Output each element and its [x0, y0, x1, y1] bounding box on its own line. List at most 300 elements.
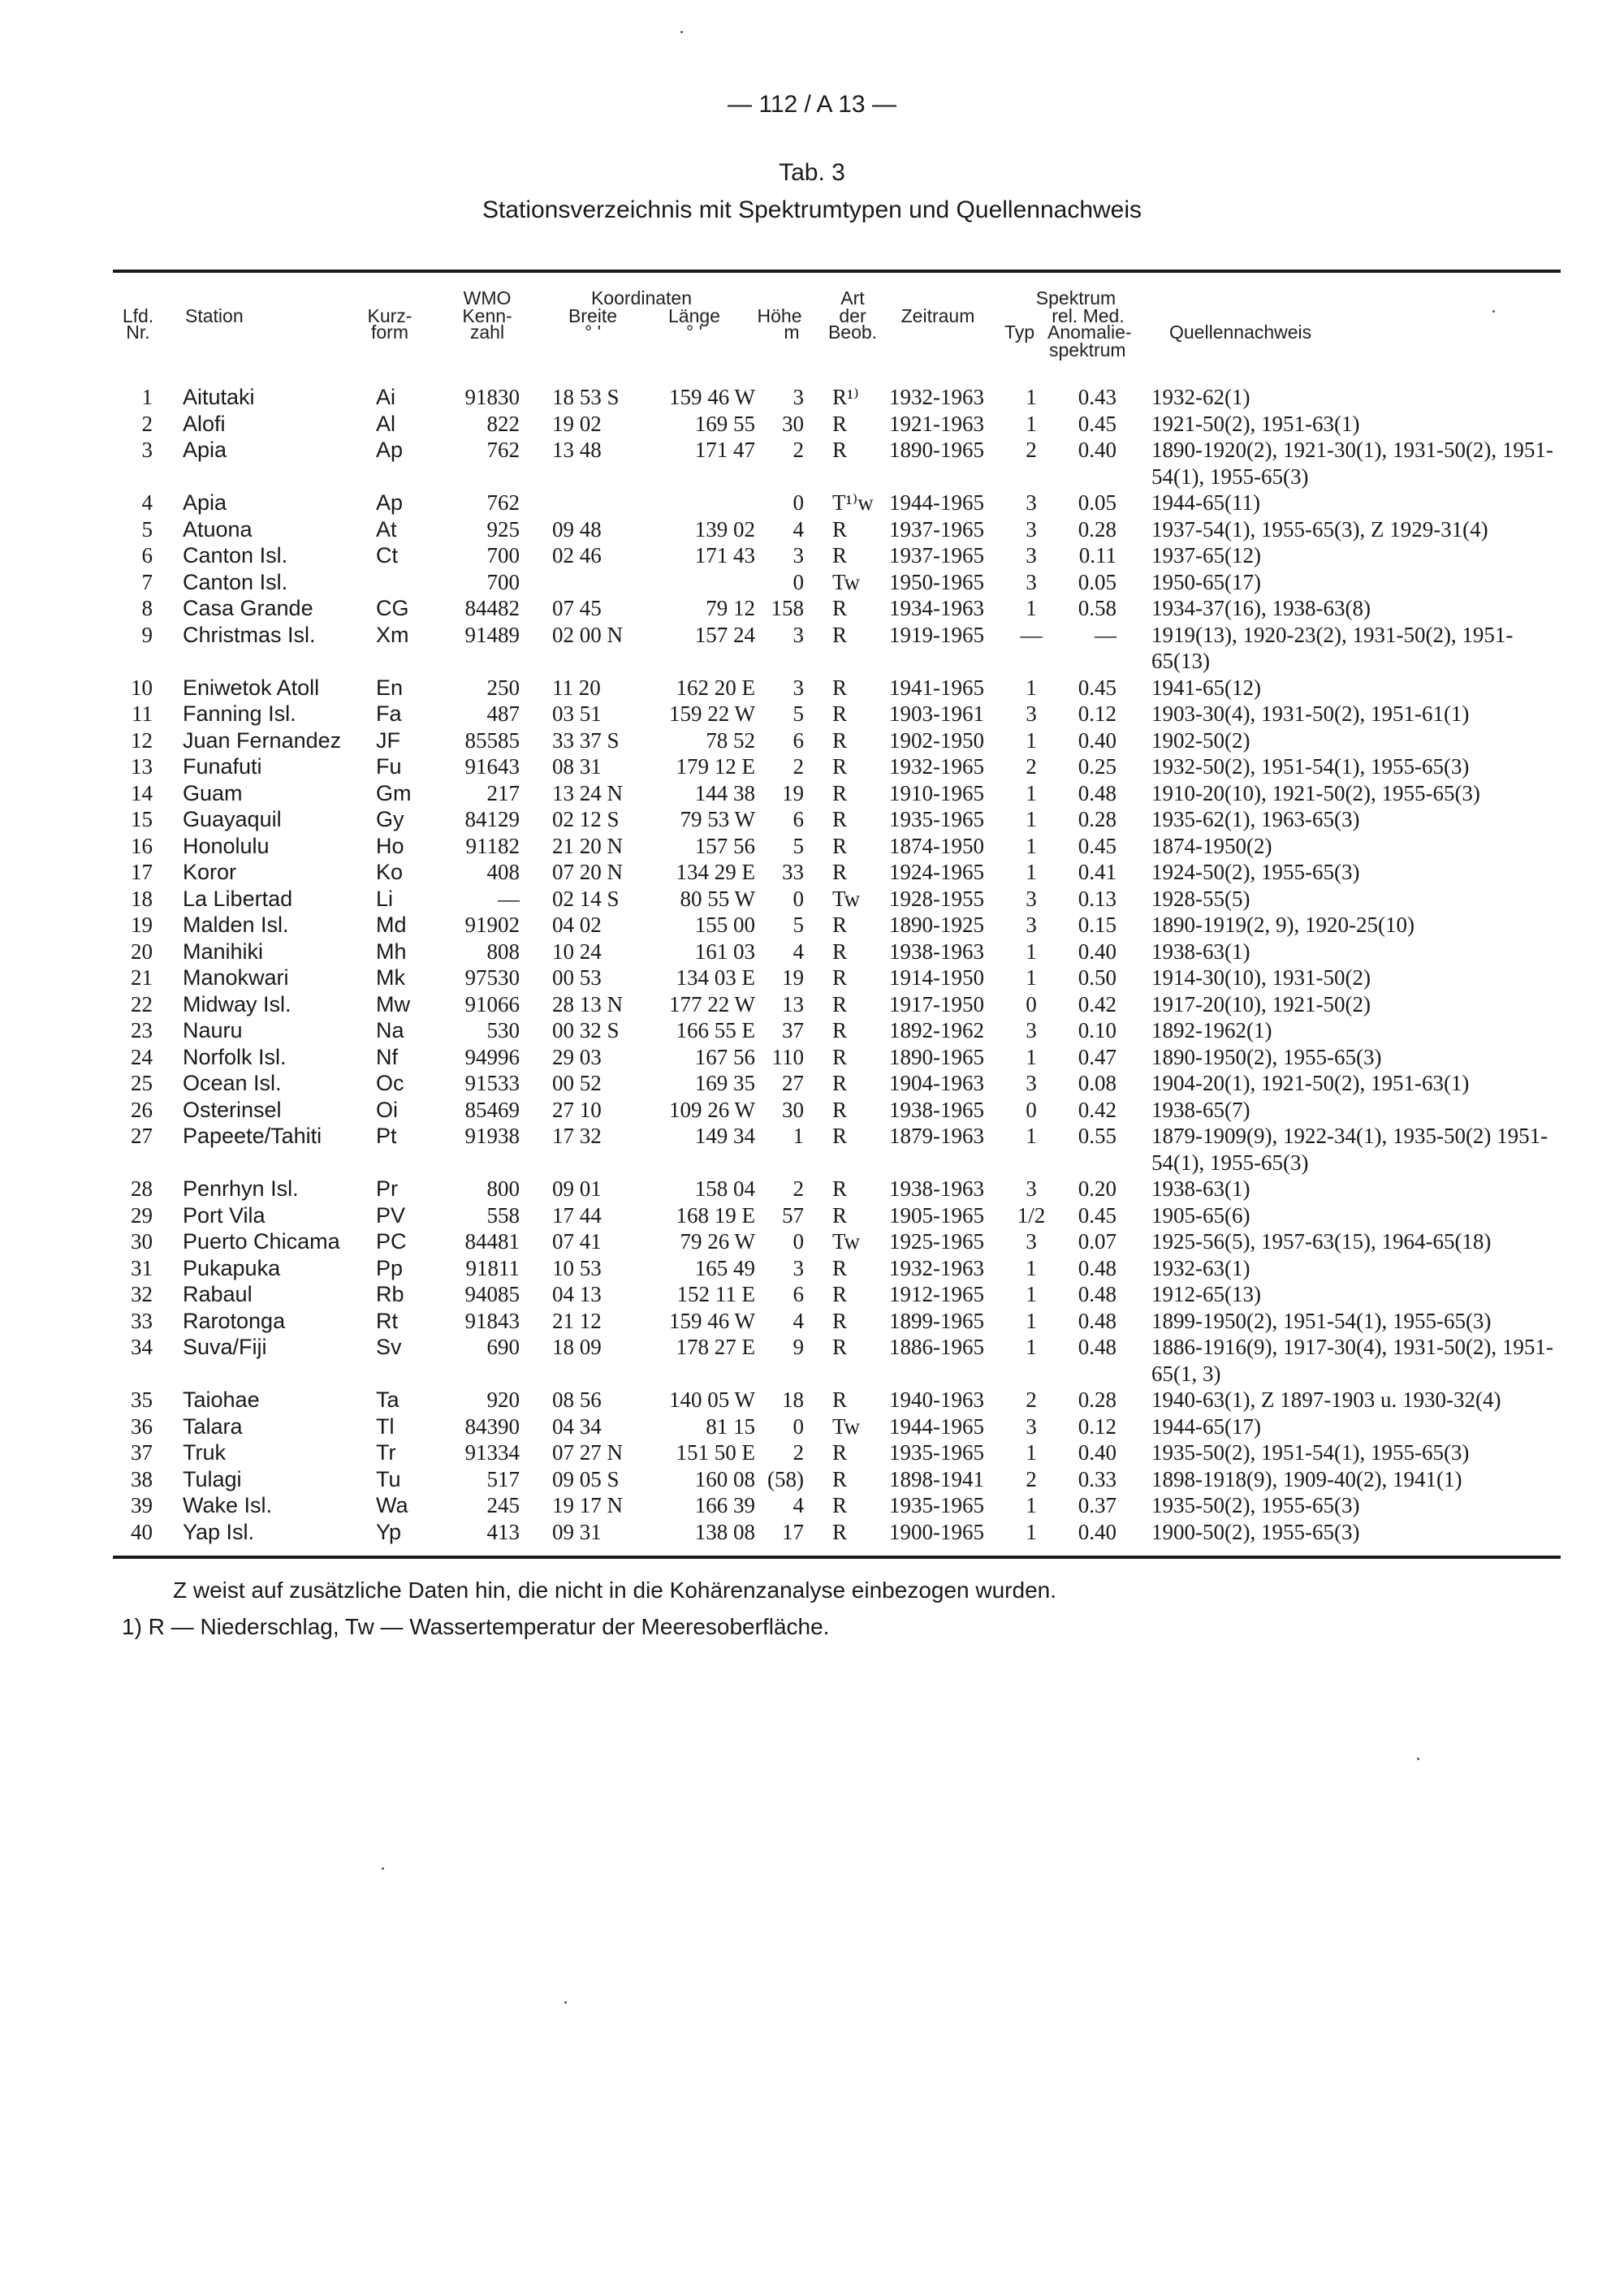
- row-nr: 40: [131, 1519, 153, 1544]
- row-hoehe: 5: [793, 701, 804, 726]
- row-art: R: [832, 1282, 848, 1306]
- row-nr: 39: [131, 1493, 153, 1517]
- table-row: [0, 859, 1624, 886]
- row-kurzform: Ta: [376, 1388, 400, 1412]
- row-quellen: 1919(13), 1920-23(2), 1931-50(2), 1951-65(13): [1151, 622, 1514, 673]
- table-row: [0, 965, 1624, 991]
- row-breite: 28 13 N: [552, 991, 623, 1016]
- row-typ: 3: [1026, 1018, 1037, 1042]
- row-art: Tw: [832, 1413, 861, 1439]
- footnote-1: 1) R — Niederschlag, Tw — Wassertemperatur der Meeresoberfläche.: [122, 1614, 830, 1639]
- row-kurzform: Yp: [376, 1519, 402, 1544]
- row-hoehe: 33: [782, 860, 804, 884]
- table-row: [0, 1097, 1624, 1124]
- table-row: [0, 833, 1624, 860]
- table-row: [0, 1070, 1624, 1097]
- row-wmo: 91938: [464, 1124, 520, 1148]
- header-nr: Nr.: [126, 322, 150, 343]
- row-art: R: [832, 833, 848, 858]
- row-laenge: 159 22 W: [669, 701, 755, 726]
- row-nr: 19: [131, 913, 153, 937]
- row-wmo: 94996: [464, 1044, 520, 1069]
- row-nr: 9: [141, 622, 153, 647]
- row-nr: 28: [131, 1176, 153, 1201]
- row-breite: 19 02: [552, 411, 602, 436]
- row-quellen: 1892-1962(1): [1151, 1018, 1272, 1042]
- row-rel-med: 0.40: [1078, 1440, 1116, 1465]
- table-row: [0, 939, 1624, 965]
- row-wmo: 517: [486, 1466, 520, 1491]
- row-laenge: 139 02: [694, 516, 755, 542]
- row-rel-med: 0.33: [1078, 1466, 1116, 1491]
- row-quellen: 1910-20(10), 1921-50(2), 1955-65(3): [1151, 780, 1480, 805]
- row-nr: 14: [131, 780, 153, 805]
- row-laenge: 78 52: [706, 727, 755, 753]
- row-station: Puerto Chicama: [183, 1229, 340, 1254]
- row-zeitraum: 1937-1965: [889, 543, 984, 568]
- row-zeitraum: 1944-1965: [889, 1413, 984, 1439]
- row-zeitraum: 1932-1965: [889, 754, 984, 779]
- row-typ: 3: [1026, 913, 1037, 937]
- row-kurzform: Tl: [376, 1413, 395, 1439]
- table-row: [0, 569, 1624, 596]
- row-zeitraum: 1905-1965: [889, 1202, 984, 1228]
- row-quellen: 1912-65(13): [1151, 1282, 1261, 1306]
- row-quellen: 1921-50(2), 1951-63(1): [1151, 411, 1360, 436]
- row-nr: 29: [131, 1202, 153, 1228]
- row-zeitraum: 1937-1965: [889, 516, 984, 542]
- row-typ: 3: [1026, 1229, 1037, 1254]
- row-laenge: 179 12 E: [676, 754, 755, 779]
- table-row: [0, 622, 1624, 675]
- row-quellen: 1938-65(7): [1151, 1097, 1250, 1122]
- row-laenge: 167 56: [694, 1044, 755, 1069]
- row-nr: 25: [131, 1071, 153, 1095]
- row-zeitraum: 1928-1955: [889, 886, 984, 911]
- row-wmo: 487: [486, 701, 520, 726]
- row-rel-med: 0.45: [1078, 833, 1116, 858]
- row-rel-med: —: [1095, 622, 1116, 647]
- row-typ: 1: [1026, 965, 1037, 990]
- row-rel-med: 0.12: [1078, 1413, 1116, 1439]
- table-row: [0, 542, 1624, 569]
- row-quellen: 1934-37(16), 1938-63(8): [1151, 596, 1371, 620]
- row-nr: 33: [131, 1308, 153, 1333]
- row-typ: 3: [1026, 886, 1037, 911]
- row-laenge: 151 50 E: [676, 1440, 755, 1465]
- table-top-rule: [113, 270, 1561, 273]
- row-art: R: [832, 596, 848, 620]
- row-quellen: 1944-65(11): [1151, 490, 1260, 515]
- row-quellen: 1950-65(17): [1151, 569, 1261, 594]
- row-typ: 1: [1026, 1519, 1037, 1544]
- note-z: Z weist auf zusätzliche Daten hin, die nicht in die Kohärenzanalyse einbezogen wurden.: [173, 1577, 1056, 1603]
- row-hoehe: 6: [793, 727, 804, 753]
- row-quellen: 1886-1916(9), 1917-30(4), 1931-50(2), 1951-65(1, 3): [1151, 1335, 1553, 1386]
- row-typ: 1: [1026, 385, 1037, 409]
- row-zeitraum: 1919-1965: [889, 622, 984, 647]
- table-row: [0, 1176, 1624, 1202]
- row-nr: 34: [131, 1335, 153, 1359]
- table-row: [0, 1466, 1624, 1493]
- row-hoehe: 5: [793, 913, 804, 937]
- row-rel-med: 0.55: [1078, 1124, 1116, 1148]
- row-kurzform: Wa: [376, 1493, 408, 1517]
- row-laenge: 159 46 W: [669, 1308, 755, 1333]
- row-nr: 3: [141, 438, 153, 462]
- row-nr: 23: [131, 1018, 153, 1042]
- row-kurzform: PC: [376, 1229, 407, 1254]
- row-kurzform: Na: [376, 1018, 404, 1042]
- row-laenge: 81 15: [706, 1413, 755, 1439]
- row-typ: 1: [1026, 596, 1037, 620]
- row-hoehe: 110: [771, 1044, 804, 1069]
- row-quellen: 1905-65(6): [1151, 1202, 1250, 1228]
- row-nr: 37: [131, 1440, 153, 1465]
- row-nr: 35: [131, 1388, 153, 1412]
- row-station: Canton Isl.: [183, 569, 288, 594]
- row-wmo: —: [498, 886, 520, 911]
- row-laenge: 162 20 E: [676, 675, 755, 700]
- row-nr: 10: [131, 675, 153, 700]
- row-zeitraum: 1932-1963: [889, 1255, 984, 1280]
- row-rel-med: 0.45: [1078, 675, 1116, 700]
- row-zeitraum: 1914-1950: [889, 965, 984, 990]
- header-anomalie: Anomalie-: [1047, 322, 1132, 343]
- table-row: [0, 1202, 1624, 1229]
- table-row: [0, 516, 1624, 543]
- row-quellen: 1879-1909(9), 1922-34(1), 1935-50(2) 1951-54(1), 1955-65(3): [1151, 1124, 1548, 1175]
- row-quellen: 1940-63(1), Z 1897-1903 u. 1930-32(4): [1151, 1388, 1501, 1412]
- row-breite: 00 52: [552, 1071, 602, 1095]
- row-wmo: 85469: [464, 1097, 520, 1122]
- row-breite: 09 05 S: [552, 1466, 620, 1491]
- row-breite: 21 20 N: [552, 833, 623, 858]
- row-wmo: 91533: [464, 1071, 520, 1095]
- header-quellennachweis: Quellennachweis: [1169, 322, 1312, 343]
- row-typ: 1/2: [1017, 1202, 1046, 1228]
- table-row: [0, 753, 1624, 780]
- row-typ: 3: [1026, 1413, 1037, 1439]
- row-station: Malden Isl.: [183, 913, 289, 937]
- row-art: R: [832, 1176, 848, 1201]
- row-rel-med: 0.13: [1078, 886, 1116, 911]
- row-kurzform: En: [376, 675, 404, 700]
- row-laenge: 149 34: [694, 1124, 755, 1148]
- row-wmo: 84481: [464, 1229, 520, 1254]
- row-quellen: 1938-63(1): [1151, 939, 1250, 964]
- table-row: [0, 1492, 1624, 1519]
- row-typ: 2: [1026, 754, 1037, 779]
- row-hoehe: (58): [767, 1466, 804, 1491]
- row-breite: 11 20: [552, 675, 601, 700]
- row-typ: 3: [1026, 516, 1037, 542]
- row-typ: 1: [1026, 1335, 1037, 1359]
- row-zeitraum: 1941-1965: [889, 675, 984, 700]
- row-breite: 09 01: [552, 1176, 602, 1201]
- row-zeitraum: 1910-1965: [889, 780, 984, 805]
- row-wmo: 822: [486, 411, 520, 436]
- row-nr: 6: [141, 543, 153, 568]
- row-wmo: 690: [486, 1335, 520, 1359]
- row-quellen: 1932-62(1): [1151, 385, 1250, 409]
- row-nr: 5: [141, 516, 153, 542]
- row-laenge: 171 47: [694, 438, 755, 462]
- row-kurzform: Rt: [376, 1308, 398, 1333]
- row-quellen: 1932-63(1): [1151, 1255, 1250, 1280]
- row-laenge: 166 39: [694, 1493, 755, 1517]
- row-hoehe: 19: [782, 965, 804, 990]
- row-laenge: 80 55 W: [680, 886, 755, 911]
- table-row: [0, 912, 1624, 939]
- row-art: R: [832, 675, 848, 700]
- row-art: R: [832, 1044, 848, 1069]
- row-kurzform: Pr: [376, 1176, 398, 1201]
- row-station: Papeete/Tahiti: [183, 1124, 322, 1148]
- row-hoehe: 13: [782, 991, 804, 1016]
- row-station: Rabaul: [183, 1282, 253, 1306]
- row-nr: 11: [132, 701, 153, 726]
- row-zeitraum: 1892-1962: [889, 1018, 984, 1042]
- row-zeitraum: 1899-1965: [889, 1308, 984, 1333]
- row-kurzform: Mw: [376, 991, 410, 1016]
- row-wmo: 808: [486, 939, 520, 964]
- header-breite-units: ° ': [585, 322, 601, 343]
- row-quellen: 1937-65(12): [1151, 543, 1261, 568]
- row-wmo: 91643: [464, 754, 520, 779]
- row-rel-med: 0.50: [1078, 965, 1116, 990]
- header-art: Art: [840, 287, 865, 309]
- row-hoehe: 4: [793, 1308, 804, 1333]
- header-station: Station: [185, 305, 244, 326]
- row-hoehe: 3: [793, 622, 804, 647]
- table-bottom-rule: [113, 1556, 1561, 1559]
- row-typ: 2: [1026, 438, 1037, 462]
- row-zeitraum: 1932-1963: [889, 385, 984, 409]
- row-breite: 13 48: [552, 438, 602, 462]
- row-hoehe: 1: [793, 1124, 804, 1148]
- row-station: Apia: [183, 438, 227, 462]
- row-rel-med: 0.08: [1078, 1071, 1116, 1095]
- row-station: Manihiki: [183, 939, 264, 964]
- row-zeitraum: 1938-1963: [889, 1176, 984, 1201]
- row-nr: 21: [131, 965, 153, 990]
- row-wmo: 762: [486, 438, 520, 462]
- row-art: R: [832, 1493, 848, 1517]
- table-row: [0, 991, 1624, 1018]
- row-typ: 1: [1026, 1493, 1037, 1517]
- row-zeitraum: 1944-1965: [889, 490, 984, 515]
- row-zeitraum: 1934-1963: [889, 596, 984, 620]
- table-row: [0, 886, 1624, 913]
- row-typ: 1: [1026, 939, 1037, 964]
- row-breite: 33 37 S: [552, 727, 620, 753]
- row-laenge: 159 46 W: [669, 385, 755, 409]
- table-row: [0, 1123, 1624, 1176]
- row-wmo: 94085: [464, 1282, 520, 1306]
- row-wmo: 91902: [464, 913, 520, 937]
- row-kurzform: Pt: [376, 1124, 397, 1148]
- row-rel-med: 0.40: [1078, 438, 1116, 462]
- row-art: R: [832, 1388, 848, 1412]
- row-wmo: 84482: [464, 596, 520, 620]
- row-typ: 3: [1026, 701, 1037, 726]
- row-breite: 07 20 N: [552, 860, 623, 884]
- row-zeitraum: 1879-1963: [889, 1124, 984, 1148]
- row-laenge: 169 55: [694, 411, 755, 436]
- scan-speck: [564, 2001, 567, 2004]
- row-laenge: 169 35: [694, 1071, 755, 1095]
- row-nr: 8: [141, 596, 153, 620]
- row-nr: 31: [131, 1255, 153, 1280]
- row-breite: 04 13: [552, 1282, 602, 1306]
- scan-speck: [1417, 1758, 1419, 1760]
- row-hoehe: 0: [793, 1413, 804, 1439]
- header-laenge-units: ° ': [686, 322, 702, 343]
- row-wmo: 408: [486, 860, 520, 884]
- row-hoehe: 18: [782, 1388, 804, 1412]
- row-zeitraum: 1898-1941: [889, 1466, 984, 1491]
- row-station: Truk: [183, 1440, 226, 1465]
- row-zeitraum: 1935-1965: [889, 807, 984, 831]
- row-wmo: 84129: [464, 807, 520, 831]
- row-zeitraum: 1921-1963: [889, 411, 984, 436]
- table-row: [0, 411, 1624, 438]
- row-kurzform: Pp: [376, 1255, 404, 1280]
- row-wmo: 85585: [464, 727, 520, 753]
- row-rel-med: 0.40: [1078, 1519, 1116, 1544]
- row-art: R: [832, 965, 848, 990]
- row-nr: 27: [131, 1124, 153, 1148]
- row-wmo: 530: [486, 1018, 520, 1042]
- row-station: Ocean Isl.: [183, 1071, 282, 1095]
- row-wmo: 97530: [464, 965, 520, 990]
- row-wmo: 800: [486, 1176, 520, 1201]
- row-nr: 24: [131, 1044, 153, 1069]
- row-rel-med: 0.25: [1078, 754, 1116, 779]
- row-hoehe: 0: [793, 1229, 804, 1254]
- row-laenge: 138 08: [694, 1519, 755, 1544]
- row-kurzform: Ap: [376, 438, 404, 462]
- row-station: Suva/Fiji: [183, 1335, 267, 1359]
- header-wmo: WMO: [463, 287, 512, 309]
- row-quellen: 1938-63(1): [1151, 1176, 1250, 1201]
- row-zeitraum: 1935-1965: [889, 1440, 984, 1465]
- row-nr: 15: [131, 807, 153, 831]
- row-breite: 19 17 N: [552, 1493, 623, 1517]
- row-laenge: 79 53 W: [680, 807, 755, 831]
- row-wmo: 700: [486, 543, 520, 568]
- table-row: [0, 1439, 1624, 1466]
- row-typ: 0: [1026, 991, 1037, 1016]
- row-rel-med: 0.20: [1078, 1176, 1116, 1201]
- row-typ: 1: [1026, 1124, 1037, 1148]
- row-laenge: 178 27 E: [676, 1335, 755, 1359]
- row-typ: 2: [1026, 1466, 1037, 1491]
- row-laenge: 168 19 E: [676, 1202, 755, 1228]
- row-art: R: [832, 1466, 848, 1491]
- row-art: R: [832, 701, 848, 726]
- table-title: Stationsverzeichnis mit Spektrumtypen und Quellennachweis: [482, 196, 1142, 223]
- header-rel-med: rel. Med.: [1052, 305, 1125, 326]
- row-art: R: [832, 438, 848, 462]
- row-zeitraum: 1935-1965: [889, 1493, 984, 1517]
- row-wmo: 245: [486, 1493, 520, 1517]
- row-station: La Libertad: [183, 886, 293, 911]
- row-rel-med: 0.40: [1078, 727, 1116, 753]
- header-koordinaten: Koordinaten: [590, 287, 693, 309]
- row-breite: 07 45: [552, 596, 602, 620]
- row-hoehe: 37: [782, 1018, 804, 1042]
- row-rel-med: 0.15: [1078, 913, 1116, 937]
- table-row: [0, 701, 1624, 727]
- row-typ: 0: [1026, 1097, 1037, 1122]
- row-hoehe: 2: [793, 1440, 804, 1465]
- row-art: R: [832, 913, 848, 937]
- row-hoehe: 158: [771, 596, 804, 620]
- table-row: [0, 1334, 1624, 1387]
- row-breite: 18 09: [552, 1335, 602, 1359]
- row-nr: 26: [131, 1097, 153, 1122]
- header-beob: Beob.: [827, 322, 878, 343]
- row-breite: 02 14 S: [552, 886, 620, 911]
- table-body: [0, 384, 1624, 1545]
- row-quellen: 1890-1920(2), 1921-30(1), 1931-50(2), 1951-54(1), 1955-65(3): [1151, 438, 1553, 489]
- row-breite: 09 31: [552, 1519, 602, 1544]
- row-kurzform: Ko: [376, 860, 404, 884]
- row-kurzform: Gy: [376, 807, 404, 831]
- row-breite: 18 53 S: [552, 385, 620, 409]
- row-nr: 17: [131, 860, 153, 884]
- table-row: [0, 1387, 1624, 1413]
- row-station: Aitutaki: [183, 385, 255, 409]
- row-zeitraum: 1938-1965: [889, 1097, 984, 1122]
- row-kurzform: Nf: [376, 1044, 398, 1069]
- row-wmo: 91489: [464, 622, 520, 647]
- row-art: R: [832, 1308, 848, 1333]
- row-wmo: 250: [486, 675, 520, 700]
- row-breite: 00 53: [552, 965, 602, 990]
- row-art: R: [832, 1071, 848, 1095]
- row-art: R: [832, 1124, 848, 1148]
- row-quellen: 1899-1950(2), 1951-54(1), 1955-65(3): [1151, 1308, 1492, 1333]
- row-wmo: 91066: [464, 991, 520, 1016]
- row-rel-med: 0.05: [1078, 490, 1116, 515]
- row-laenge: 140 05 W: [669, 1388, 755, 1412]
- row-art: R: [832, 411, 848, 436]
- table-row: [0, 1017, 1624, 1044]
- row-art: R: [832, 1097, 848, 1122]
- row-station: Christmas Isl.: [183, 622, 316, 647]
- row-rel-med: 0.45: [1078, 1202, 1116, 1228]
- row-hoehe: 3: [793, 675, 804, 700]
- row-zeitraum: 1950-1965: [889, 569, 984, 594]
- row-wmo: 91334: [464, 1440, 520, 1465]
- row-nr: 2: [141, 411, 153, 436]
- row-rel-med: 0.48: [1078, 1282, 1116, 1306]
- row-breite: 13 24 N: [552, 780, 623, 805]
- row-laenge: 166 55 E: [676, 1018, 755, 1042]
- row-station: Fanning Isl.: [183, 701, 296, 726]
- row-kurzform: PV: [376, 1202, 406, 1228]
- row-nr: 1: [141, 385, 153, 409]
- row-typ: 1: [1026, 780, 1037, 805]
- header-zeitraum: Zeitraum: [901, 305, 975, 326]
- row-art: Tw: [832, 569, 861, 594]
- row-laenge: 144 38: [694, 780, 755, 805]
- row-station: Wake Isl.: [183, 1493, 273, 1517]
- row-art: R: [832, 991, 848, 1016]
